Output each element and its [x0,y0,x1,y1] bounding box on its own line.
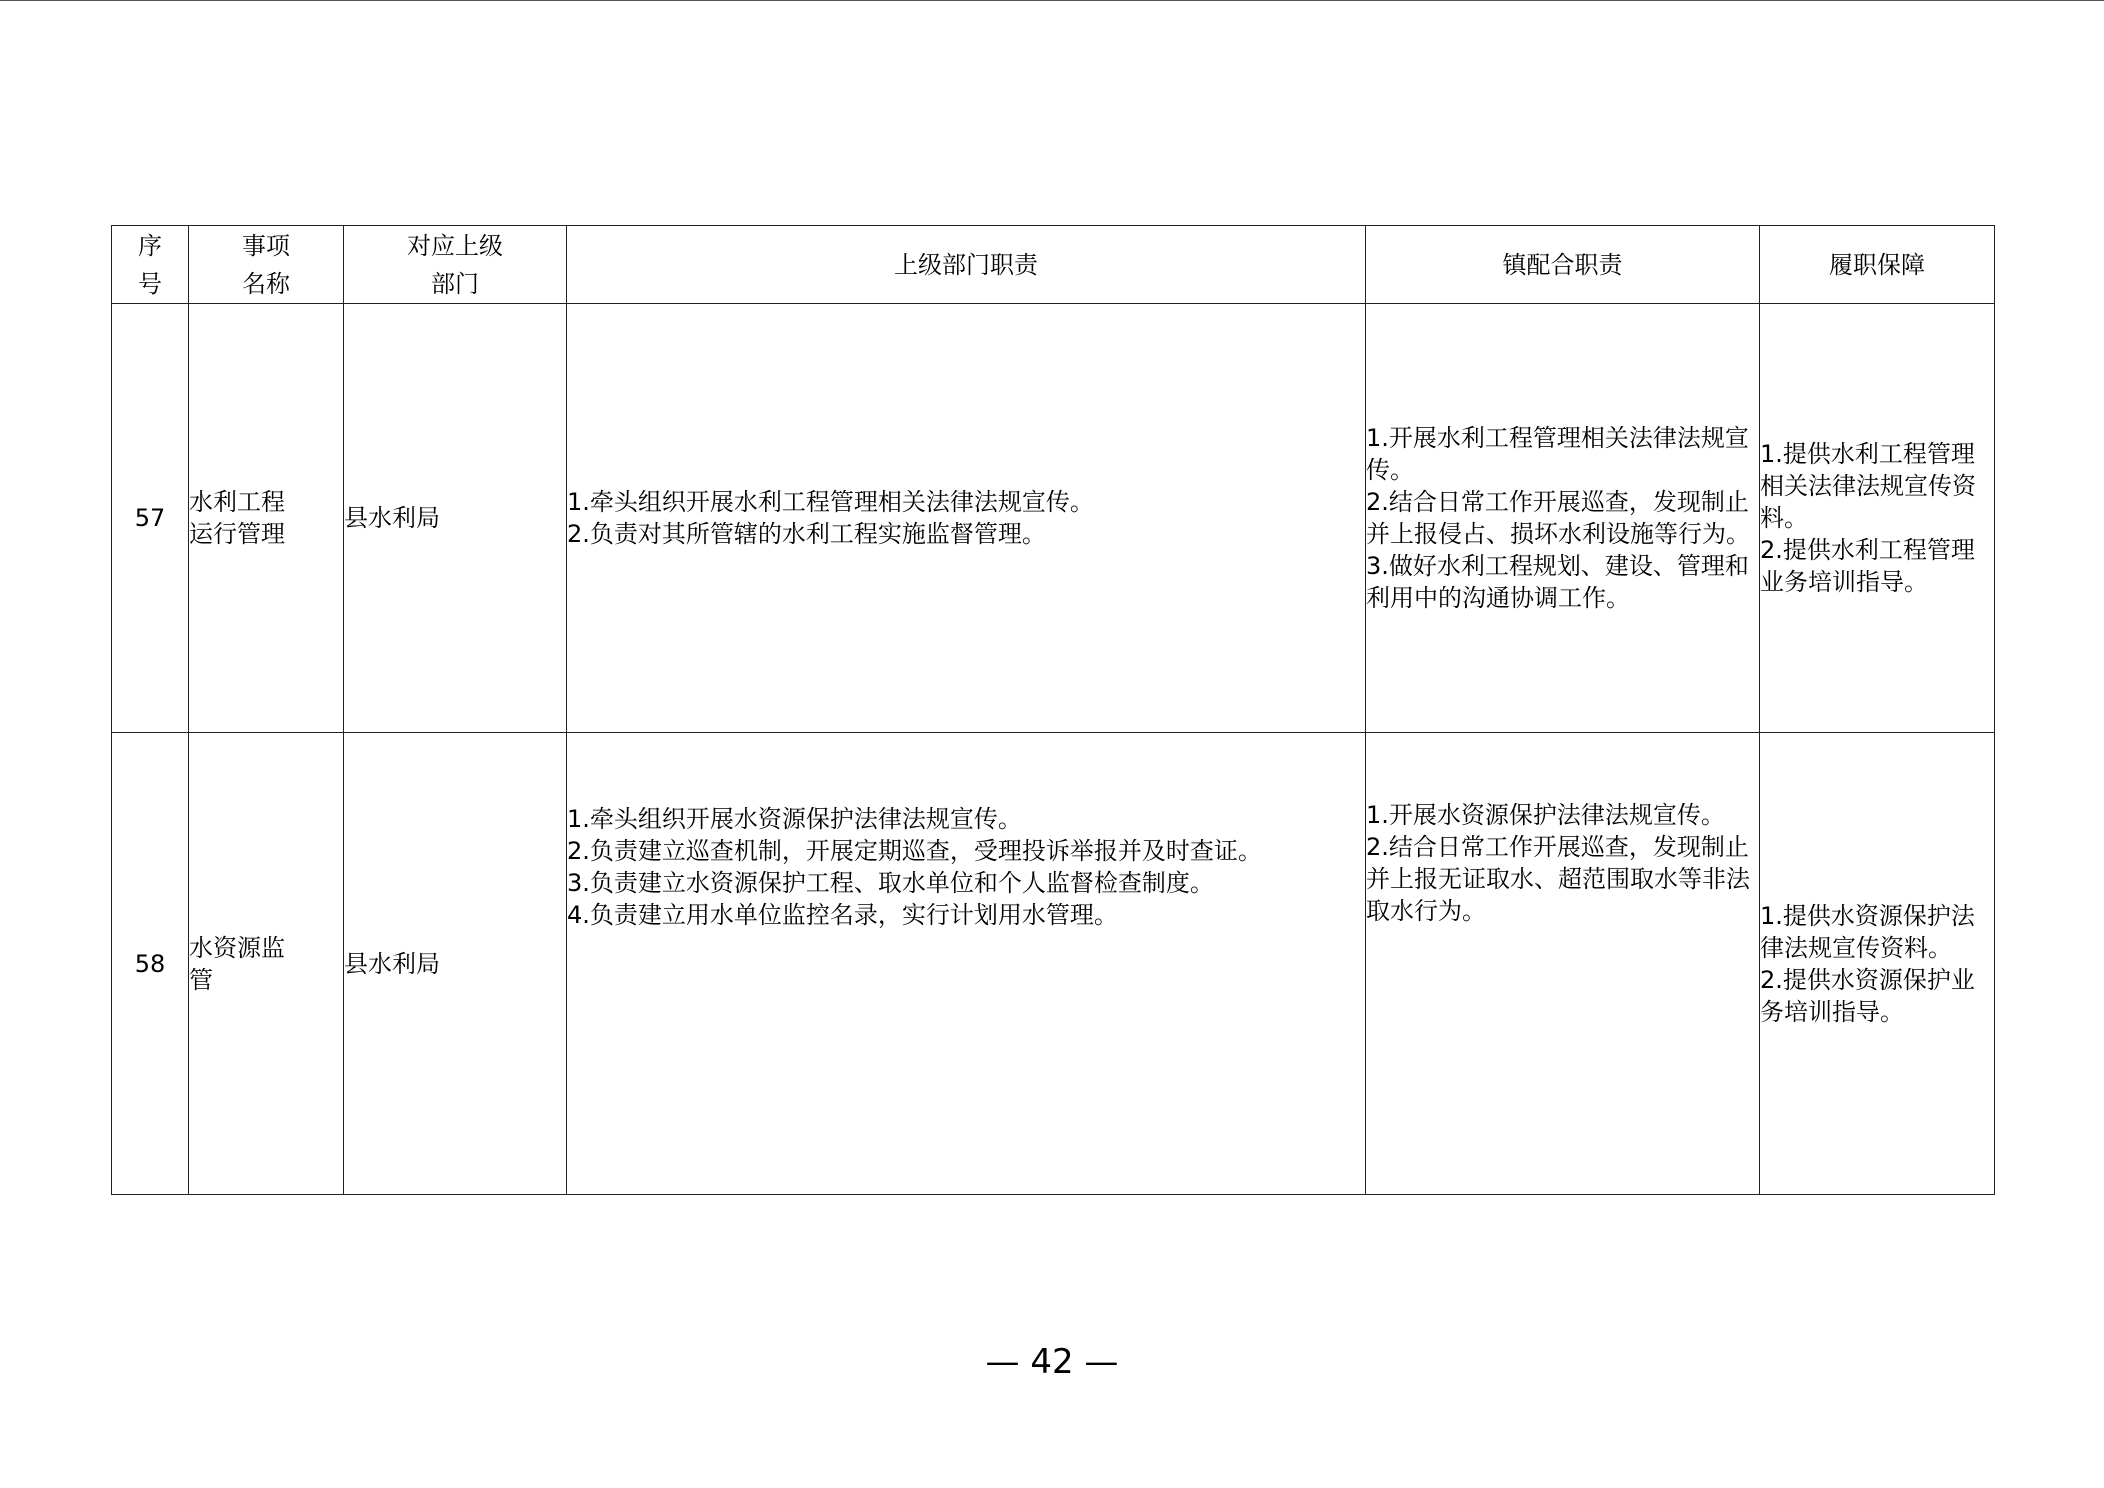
upper-duties-cell [567,304,1366,733]
row-number: 57 [112,304,189,733]
upper-dept: 县水利局 [344,733,567,1195]
duty-table [111,225,1995,1195]
header-guarantee: 履职保障 [1760,226,1995,304]
header-item-line1: 事项 [242,231,290,260]
upper-duty-item: 4.负责建立用水单位监控名录，实行计划用水管理。 [567,901,1118,929]
upper-duty-item: 2.负责建立巡查机制，开展定期巡查，受理投诉举报并及时查证。 [567,837,1262,865]
item-name [189,733,344,1195]
item-name-line2: 运行管理 [189,520,285,548]
town-duty-item: 3.做好水利工程规划、建设、管理和利用中的沟通协调工作。 [1366,552,1749,612]
town-duty-item: 1.开展水资源保护法律法规宣传。 [1366,801,1725,829]
town-duties-cell [1366,733,1760,1195]
header-upper-duties: 上级部门职责 [567,226,1366,304]
upper-duties-cell [567,733,1366,1195]
table-row [112,733,1995,1195]
item-name-line1: 水资源监 [189,933,285,962]
guarantee-item: 2.提供水资源保护业务培训指导。 [1760,965,1975,1026]
upper-duty-item: 1.牵头组织开展水资源保护法律法规宣传。 [567,805,1022,833]
header-item-line2: 名称 [242,269,290,298]
header-town-duties: 镇配合职责 [1366,226,1760,304]
header-dept-line1: 对应上级 [407,231,503,260]
guarantee-item: 1.提供水利工程管理相关法律法规宣传资料。 [1760,440,1976,532]
upper-duty-item: 3.负责建立水资源保护工程、取水单位和个人监督检查制度。 [567,869,1214,897]
upper-dept: 县水利局 [344,304,567,733]
item-name-line1: 水利工程 [189,488,285,516]
item-name-line2: 管 [189,965,213,994]
table-row [112,304,1995,733]
item-name [189,304,344,733]
header-item-name [189,226,344,304]
header-dept-line2: 部门 [431,269,479,298]
page-number: — 42 — [985,1342,1119,1382]
town-duty-item: 2.结合日常工作开展巡查，发现制止并上报侵占、损坏水利设施等行为。 [1366,488,1750,548]
top-border-line [0,0,2104,1]
table-header-row [112,226,1995,304]
guarantee-cell [1760,304,1995,733]
town-duties-cell [1366,304,1760,733]
town-duty-item: 2.结合日常工作开展巡查，发现制止并上报无证取水、超范围取水等非法取水行为。 [1366,833,1750,925]
row-number: 58 [112,733,189,1195]
town-duty-item: 1.开展水利工程管理相关法律法规宣传。 [1366,424,1749,484]
guarantee-item: 1.提供水资源保护法律法规宣传资料。 [1760,901,1975,962]
header-seq-line2: 号 [138,269,162,298]
header-seq [112,226,189,304]
header-seq-line1: 序 [138,231,162,260]
header-dept [344,226,567,304]
upper-duty-item: 1.牵头组织开展水利工程管理相关法律法规宣传。 [567,488,1094,516]
upper-duty-item: 2.负责对其所管辖的水利工程实施监督管理。 [567,520,1046,548]
guarantee-item: 2.提供水利工程管理业务培训指导。 [1760,536,1975,596]
guarantee-cell [1760,733,1995,1195]
